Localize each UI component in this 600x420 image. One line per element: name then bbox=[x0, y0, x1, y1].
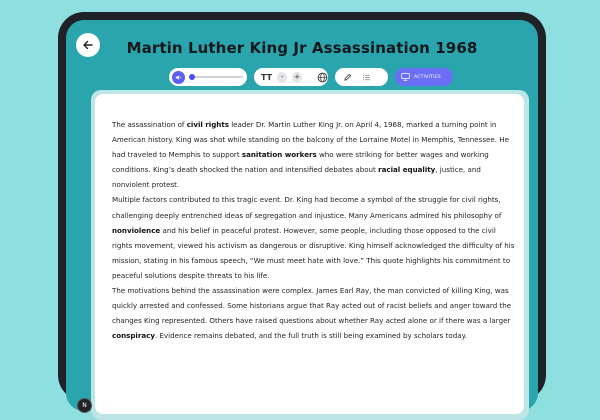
article-paragraph: The assassination of civil rights leader Dr. Martin Luther King Jr. on April 4, 1968, marked a turning point in American history. King was shot while standing on the balcony of the Lorraine Motel in Memphis, Tennessee. He had traveled to Memphis to support sanitation workers who were striking for better wages and working conditions. King’s death shocked the nation and intensified debates about racial equality, justice, and nonviolent protest. bbox=[112, 120, 509, 190]
vocab-term[interactable]: civil rights bbox=[186, 120, 229, 129]
speaker-icon bbox=[175, 74, 182, 81]
article-card bbox=[95, 94, 524, 414]
vocab-term[interactable]: sanitation workers bbox=[241, 150, 317, 160]
pencil-icon[interactable] bbox=[343, 73, 352, 82]
annotation-tools-group bbox=[335, 68, 388, 86]
globe-icon[interactable] bbox=[317, 72, 328, 83]
activities-label: ACTIVITIES bbox=[414, 74, 441, 80]
decrease-text-button[interactable]: - bbox=[277, 72, 287, 83]
audio-progress-slider[interactable] bbox=[191, 76, 243, 78]
presentation-icon bbox=[401, 73, 410, 81]
article-paragraph: Multiple factors contributed to this tragic event. Dr. King had become a symbol of the struggle for civil rights, challenging deeply entrenched ideas of segregation and injustice. Many Americans admired his philosophy of nonviolence and his belief in peaceful protest. However, some people, including those opposed to the civil rights movement, viewed his activism as dangerous or disruptive. King himself acknowledged the difficulty of his mission, stating in his famous speech, “We must meet hate with love.” This quote highlights his commitment to peaceful solutions despite threats to his life. bbox=[112, 195, 515, 280]
vocab-term[interactable]: conspiracy bbox=[112, 331, 155, 341]
activities-button[interactable] bbox=[395, 68, 453, 86]
text-settings-group bbox=[254, 68, 328, 86]
page-title: Martin Luther King Jr Assassination 1968 bbox=[126, 39, 478, 57]
app-screen bbox=[66, 20, 538, 411]
article-paragraph: The motivations behind the assassination were complex. James Earl Ray, the man convicted of killing King, was quickly arrested and confessed. Some historians argue that Ray acted out of racist beliefs and anger toward the changes King represented. Others have raised questions about whether Ray acted alone or if there was a larger conspiracy. Evidence remains debated, and the full truth is still being examined by scholars today. bbox=[112, 286, 512, 341]
list-icon[interactable] bbox=[362, 73, 371, 82]
vocab-term[interactable]: nonviolence bbox=[112, 225, 161, 235]
audio-progress-knob[interactable] bbox=[189, 74, 195, 80]
audio-play-button[interactable] bbox=[172, 71, 185, 84]
tablet-frame bbox=[58, 12, 546, 409]
reader-toolbar bbox=[66, 68, 538, 88]
increase-text-button[interactable]: + bbox=[292, 72, 302, 83]
n-badge[interactable]: N bbox=[77, 398, 92, 413]
vocab-term[interactable]: racial equality bbox=[378, 165, 436, 175]
audio-player bbox=[169, 68, 247, 86]
text-size-icon: TT bbox=[261, 72, 273, 82]
article-body bbox=[112, 117, 518, 343]
